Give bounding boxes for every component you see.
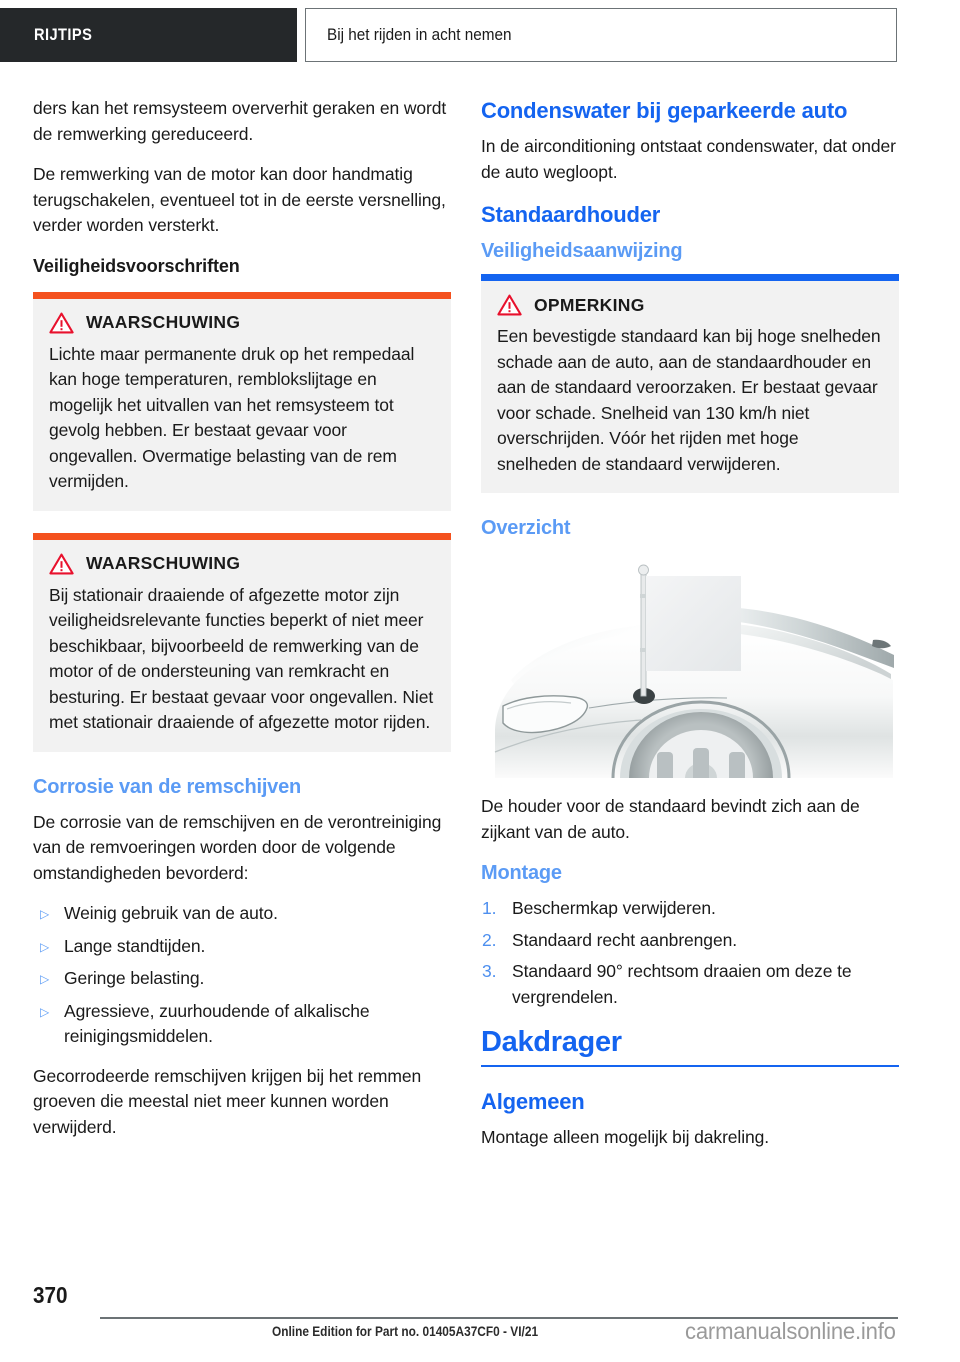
arrow-bullet-icon: ▷	[40, 907, 50, 921]
paragraph-condensation: In de airconditioning ontstaat condenswater, dat onder de auto wegloopt.	[481, 136, 896, 182]
heading-stand-holder: Standaardhouder	[481, 202, 661, 227]
warning-text: Bij stationair draaiende of afgezette motor zijn veiligheidsrelevante functies beperkt of niet meer beschikbaar, bijvoorbeeld de remwerking van de motor of de ondersteuning van remkracht en besturing. Er bestaat gevaar voor ongevallen. Niet met stationair draaiende of afgezette motor rijden.	[49, 584, 434, 732]
heading-mounting: Montage	[481, 862, 562, 884]
list-item-label: Agressieve, zuurhoudende of alkalische reinigingsmiddelen.	[64, 1000, 370, 1046]
right-column	[481, 96, 899, 1166]
rim-spoke	[729, 752, 745, 778]
list-item-label: Standaard recht aanbrengen.	[512, 929, 737, 950]
page-number: 370	[33, 1282, 68, 1308]
left-column	[33, 96, 451, 1155]
rim-spoke	[657, 752, 673, 778]
list-item-label: Beschermkap verwijderen.	[512, 898, 716, 918]
warning-triangle-icon	[497, 294, 522, 316]
page-header	[0, 0, 960, 70]
heading-condensation-parked-car: Condenswater bij geparkeerde auto	[481, 98, 848, 123]
mounting-steps-list	[481, 896, 899, 1010]
paragraph-brake-overheat: ders kan het remsysteem oververhit geraken en wordt de remwerking gereduceerd.	[33, 98, 447, 144]
warning-title: WAARSCHUWING	[86, 312, 241, 332]
warning-title: WAARSCHUWING	[86, 553, 241, 573]
rim-spoke	[693, 748, 709, 778]
pole-joint	[640, 648, 647, 652]
warning-box-brake-pedal	[33, 292, 451, 511]
chapter-tab[interactable]	[0, 8, 297, 62]
list-item	[33, 966, 451, 992]
list-item-label: Standaard 90° rechtsom draaien om deze te vergrendelen.	[512, 961, 852, 1007]
step-number: 3.	[482, 961, 497, 981]
warning-header	[33, 540, 451, 579]
warning-box-idle-engine	[33, 533, 451, 752]
corrosion-bullet-list	[33, 901, 451, 1050]
notice-title: OPMERKING	[534, 294, 645, 315]
list-item	[481, 928, 899, 954]
footer-edition-text: Online Edition for Part no. 01405A37CF0 - VI/21	[272, 1324, 539, 1339]
warning-triangle-icon	[49, 553, 74, 575]
arrow-bullet-icon: ▷	[40, 972, 50, 986]
warning-accent-bar	[33, 533, 451, 540]
warning-triangle-icon	[49, 312, 74, 334]
paragraph-holder-location: De houder voor de standaard bevindt zich aan de zijkant van de auto.	[481, 796, 860, 842]
side-mirror-shape	[872, 640, 891, 649]
paragraph-roof-rails: Montage alleen mogelijk bij dakreling.	[481, 1127, 770, 1147]
pole-joint	[640, 594, 647, 598]
step-number: 1.	[482, 898, 497, 918]
paragraph-corroded-discs: Gecorrodeerde remschijven krijgen bij het remmen groeven die meestal niet meer kunnen worden verwijderd.	[33, 1065, 422, 1137]
heading-safety-note: Veiligheidsaanwijzing	[481, 240, 683, 262]
section-tab-label: Bij het rijden in acht nemen	[327, 25, 512, 44]
list-item	[33, 999, 451, 1050]
heading-safety-regulations: Veiligheidsvoorschriften	[33, 255, 240, 276]
list-item-label: Weinig gebruik van de auto.	[64, 903, 278, 923]
notice-text: Een bevestigde standaard kan bij hoge snelheden schade aan de auto, aan de standaardhouder en aan de standaard veroorzaken. Er bestaat gevaar voor schade. Snelheid van 130 km/h niet overschrijden. Vóór het rijden met hoge snelheden de standaard verwijderen.	[497, 326, 881, 474]
notice-accent-bar	[481, 274, 899, 281]
flag-pole	[641, 572, 646, 696]
chapter-heading-rule	[481, 1065, 899, 1067]
list-item	[481, 959, 899, 1010]
heading-brake-disc-corrosion: Corrosie van de remschijven	[33, 775, 302, 798]
notice-box-stand-speed	[481, 274, 899, 493]
arrow-bullet-icon: ▷	[40, 1004, 50, 1019]
notice-header	[481, 281, 899, 320]
car-front-fender-with-flag-standard-illustration	[481, 556, 899, 778]
paragraph-engine-braking: De remwerking van de motor kan door handmatig terugschakelen, eventueel tot in de eerste versnelling, verder worden versterkt.	[33, 164, 446, 235]
warning-text: Lichte maar permanente druk op het rempedaal kan hoge temperaturen, remblokslijtage en mogelijk het uitvallen van het remsysteem tot gevolg hebben. Er bestaat gevaar voor ongevallen. Overmatige belasting van de rem vermijden.	[49, 343, 415, 491]
chapter-tab-label: RIJTIPS	[34, 25, 93, 44]
list-item	[481, 896, 899, 922]
figure-svg	[481, 556, 899, 778]
flag-panel	[646, 576, 741, 671]
pole-finial	[639, 565, 649, 575]
warning-header	[33, 299, 451, 338]
heading-overview: Overzicht	[481, 517, 571, 539]
list-item-label: Lange standtijden.	[64, 935, 206, 956]
page-footer	[0, 1272, 960, 1362]
heading-general: Algemeen	[481, 1089, 585, 1114]
arrow-bullet-icon: ▷	[40, 939, 50, 954]
list-item	[33, 901, 451, 927]
list-item-label: Geringe belasting.	[64, 968, 205, 988]
warning-accent-bar	[33, 292, 451, 299]
step-number: 2.	[482, 929, 497, 950]
list-item	[33, 934, 451, 960]
paragraph-corrosion-causes: De corrosie van de remschijven en de verontreiniging van de remvoeringen worden door de volgende omstandigheden bevorderd:	[33, 811, 442, 883]
site-watermark: carmanualsonline.info	[685, 1318, 896, 1344]
section-tab[interactable]	[305, 8, 897, 62]
heading-roof-rack: Dakdrager	[481, 1026, 622, 1058]
